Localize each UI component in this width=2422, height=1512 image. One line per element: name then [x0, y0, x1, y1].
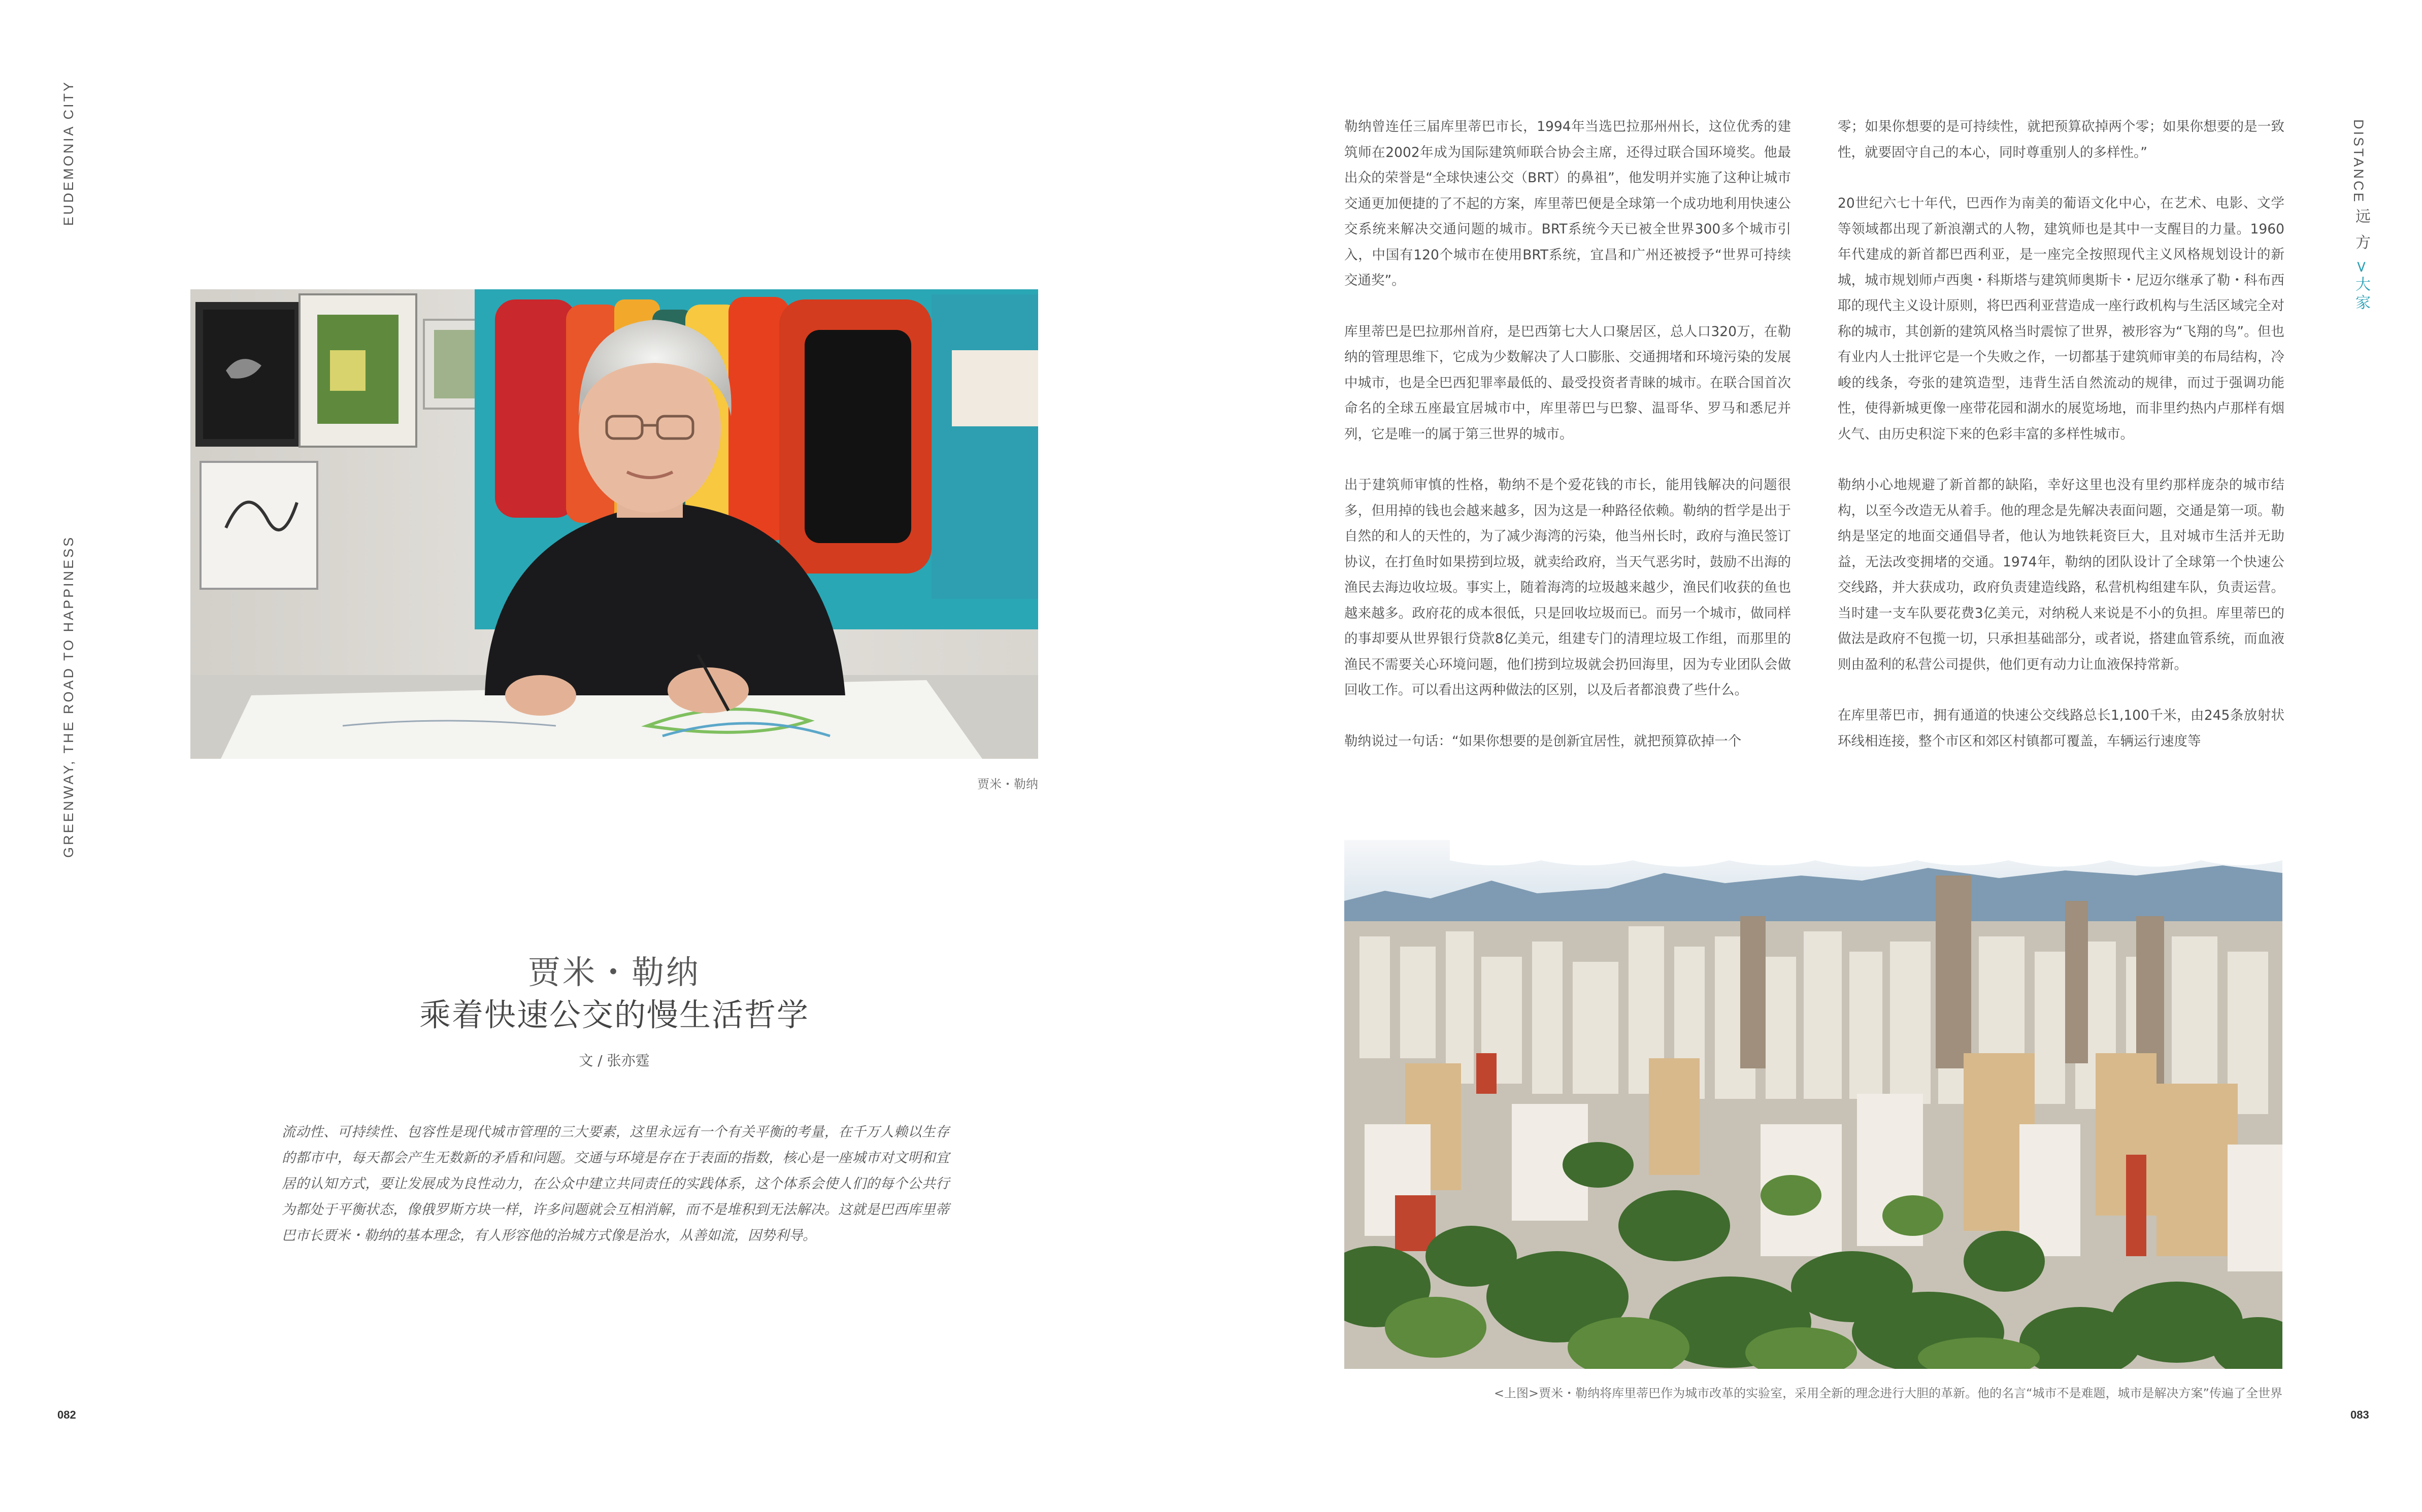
article-intro: 流动性、可持续性、包容性是现代城市管理的三大要素，这里永远有一个有关平衡的考量，在千万人赖以生存的都市中，每天都会产生无数新的矛盾和问题。交通与环境是存在于表面的指数，核心是一座城市对文明和宜居的认知方式，要让发展成为良性动力，在公众中建立共同责任的实践体系，这个体系会使人们的每个公共行为都处于平衡状态，像俄罗斯方块一样，许多问题就会互相消解，而不是堆积到无法解决。这就是巴西库里蒂巴市长贾米・勒纳的基本理念，有人形容他的治城方式像是治水，从善如流，因势利导。 [282, 1124, 949, 1244]
city-photo [1344, 840, 2282, 1369]
section-label-right [2350, 208, 2372, 313]
section-label-main: 远 方 [2352, 208, 2370, 253]
page-number-right: 083 [2350, 1408, 2369, 1421]
running-head-left-bottom: GREENWAY, THE ROAD TO HAPPINESS [61, 535, 76, 858]
body-column-2 [1838, 114, 2284, 780]
city-caption: <上图>贾米・勒纳将库里蒂巴作为城市改革的实验室，采用全新的理念进行大胆的革新。他的名言“城市不是难题，城市是解决方案”传遍了全世界 [1494, 1386, 2282, 1400]
portrait-caption: 贾米・勒纳 [977, 777, 1038, 791]
col2-paragraph-4: 在库里蒂巴市，拥有通道的快速公交线路总长1,100千米，由245条放射状环线相连接，整个市区和郊区村镇都可覆盖，车辆运行速度等 [1838, 708, 2284, 749]
col1-paragraph-1: 勒纳曾连任三届库里蒂巴市长，1994年当选巴拉那州州长，这位优秀的建筑师在2002年成为国际建筑师联合协会主席，还得过联合国环境奖。他最出众的荣誉是“全球快速公交（BRT）的鼻祖”，他发明并实施了这种让城市交通更加便捷的了不起的方案，库里蒂巴便是全球第一个成功地利用快速公交系统来解决交通问题的城市。BRT系统今天已被全世界300多个城市引入，中国有120个城市在使用BRT系统，宜昌和广州还被授予“世界可持续交通奖”。 [1344, 119, 1791, 288]
col1-paragraph-4: 勒纳说过一句话：“如果你想要的是创新宜居性，就把预算砍掉一个 [1344, 733, 1742, 749]
article-title-sub: 乘着快速公交的慢生活哲学 [419, 996, 809, 1033]
running-head-right-en: DISTANCE [2351, 119, 2366, 204]
article-byline: 文 / 张亦霆 [579, 1052, 650, 1069]
col1-paragraph-3: 出于建筑师审慎的性格，勒纳不是个爱花钱的市长，能用钱解决的问题很多，但用掉的钱也会越来越多，因为这是一种路径依赖。勒纳的哲学是出于自然的和人的天性的，为了减少海湾的污染，他当州长时，政府与渔民签订协议，在打鱼时如果捞到垃圾，就卖给政府，当天气恶劣时，鼓励不出海的渔民去海边收垃圾。事实上，随着海湾的垃圾越来越少，渔民们收获的鱼也越来越多。政府花的成本很低，只是回收垃圾而已。而另一个城市，做同样的事却要从世界银行贷款8亿美元，组建专门的清理垃圾工作组，而那里的渔民不需要关心环境问题，他们捞到垃圾就会扔回海里，因为专业团队会做回收工作。可以看出这两种做法的区别，以及后者都浪费了些什么。 [1344, 477, 1791, 698]
col2-paragraph-3: 勒纳小心地规避了新首都的缺陷，幸好这里也没有里约那样庞杂的城市结构，以至今改造无从着手。他的理念是先解决表面问题，交通是第一项。勒纳是坚定的地面交通倡导者，他认为地铁耗资巨大，且对城市生活并无助益，无法改变拥堵的交通。1974年，勒纳的团队设计了全球第一个快速公交线路，并大获成功，政府负责建造线路，私营机构组建车队，负责运营。当时建一支车队要花费3亿美元，对纳税人来说是不小的负担。库里蒂巴的做法是政府不包揽一切，只承担基础部分，或者说，搭建血管系统，而血液则由盈利的私营公司提供，他们更有动力让血液保持常新。 [1838, 477, 2284, 673]
col2-paragraph-1: 零；如果你想要的是可持续性，就把预算砍掉两个零；如果你想要的是一致性，就要固守自己的本心，同时尊重别人的多样性。” [1838, 119, 2284, 160]
article-title-name: 贾米・勒纳 [528, 954, 701, 992]
section-label-accent: >大家 [2352, 260, 2370, 313]
running-head-left-top: EUDEMONIA CITY [61, 80, 76, 226]
col2-paragraph-2: 20世纪六七十年代，巴西作为南美的葡语文化中心，在艺术、电影、文学等领域都出现了新浪潮式的人物，建筑师也是其中一支醒目的力量。1960年代建成的新首都巴西利亚，是一座完全按照现代主义风格规划设计的新城，城市规划师卢西奥・科斯塔与建筑师奥斯卡・尼迈尔继承了勒・科布西耶的现代主义设计原则，将巴西利亚营造成一座行政机构与生活区域完全对称的城市，其创新的建筑风格当时震惊了世界，被形容为“飞翔的鸟”。但也有业内人士批评它是一个失败之作，一切都基于建筑师审美的布局结构，冷峻的线条，夸张的建筑造型，违背生活自然流动的规律，而过于强调功能性，使得新城更像一座带花园和湖水的展览场地，而非里约热内卢那样有烟火气、由历史积淀下来的色彩丰富的多样性城市。 [1838, 195, 2284, 442]
portrait-photo [190, 289, 1038, 759]
col1-paragraph-2: 库里蒂巴是巴拉那州首府，是巴西第七大人口聚居区，总人口320万，在勒纳的管理思维下，它成为少数解决了人口膨胀、交通拥堵和环境污染的发展中城市，也是全巴西犯罪率最低的、最受投资者青睐的城市。在联合国首次命名的全球五座最宜居城市中，库里蒂巴与巴黎、温哥华、罗马和悉尼并列，它是唯一的属于第三世界的城市。 [1344, 323, 1791, 442]
body-column-1 [1344, 114, 1791, 780]
page-number-left: 082 [57, 1408, 76, 1421]
